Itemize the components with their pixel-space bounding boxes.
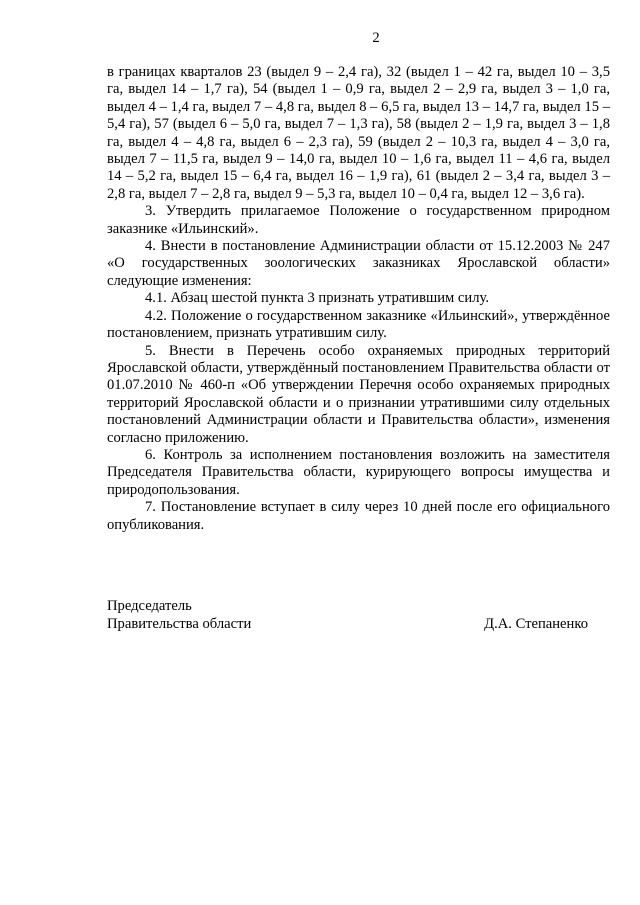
paragraph-item-4-2: 4.2. Положение о государственном заказнике «Ильинский», утверждённое постановлением, признать утратившим силу. bbox=[107, 307, 610, 342]
paragraph-item-6: 6. Контроль за исполнением постановления возложить на заместителя Председателя Правительства области, курирующего вопросы имущества и природопользования. bbox=[107, 446, 610, 498]
document-body bbox=[107, 64, 610, 534]
page-number: 2 bbox=[372, 30, 380, 46]
signatory-name: Д.А. Степаненко bbox=[484, 616, 588, 632]
signatory-position-2: Правительства области bbox=[107, 616, 252, 632]
paragraph-item-5: 5. Внести в Перечень особо охраняемых природных территорий Ярославской области, утверждённый постановлением Правительства области от 01.07.2010 № 460-п «Об утверждении Перечня особо охраняемых природных территорий Ярославской области и о признании утратившими силу отдельных постановлений Администрации области и Правительства области», изменения согласно приложению. bbox=[107, 342, 610, 446]
signature-block bbox=[107, 598, 610, 634]
paragraph-item-4-1: 4.1. Абзац шестой пункта 3 признать утратившим силу. bbox=[145, 290, 489, 307]
paragraph-item-3: 3. Утвердить прилагаемое Положение о государственном природном заказнике «Ильинский». bbox=[107, 203, 610, 237]
signature-title-line-1 bbox=[107, 598, 610, 616]
paragraph-item-7: 7. Постановление вступает в силу через 10 дней после его официального опубликования. bbox=[107, 499, 610, 533]
paragraph-quarters: в границах кварталов 23 (выдел 9 – 2,4 га), 32 (выдел 1 – 42 га, выдел 10 – 3,5 га, выдел 14 – 1,7 га), 54 (выдел 1 – 0,9 га, выдел 2 – 2,9 га, выдел 3 – 1,0 га, выдел 4 – 1,4 га, выдел 7 – 4,8 га, выдел 8 – 6,5 га, выдел 13 – 14,7 га, выдел 15 – 5,4 га), 57 (выдел 6 – 5,0 га, выдел 7 – 1,3 га), 58 (выдел 2 – 1,9 га, выдел 3 – 1,8 га, выдел 4 – 4,8 га, выдел 6 – 2,3 га), 59 (выдел 2 – 10,3 га, выдел 4 – 3,0 га, выдел 7 – 11,5 га, выдел 9 – 14,0 га, выдел 10 – 1,6 га, выдел 11 – 4,6 га, выдел 14 – 5,2 га, выдел 15 – 6,4 га, выдел 16 – 1,9 га), 61 (выдел 2 – 3,4 га, выдел 3 – 2,8 га, выдел 7 – 2,8 га, выдел 9 – 5,3 га, выдел 10 – 0,4 га, выдел 12 – 3,6 га). bbox=[107, 64, 610, 202]
signatory-position-1: Председатель bbox=[107, 598, 192, 614]
paragraph-item-4: 4. Внести в постановление Администрации области от 15.12.2003 № 247 «О государственных зоологических заказниках Ярославской области» следующие изменения: bbox=[107, 238, 610, 289]
signature-title-line-2 bbox=[107, 616, 610, 634]
